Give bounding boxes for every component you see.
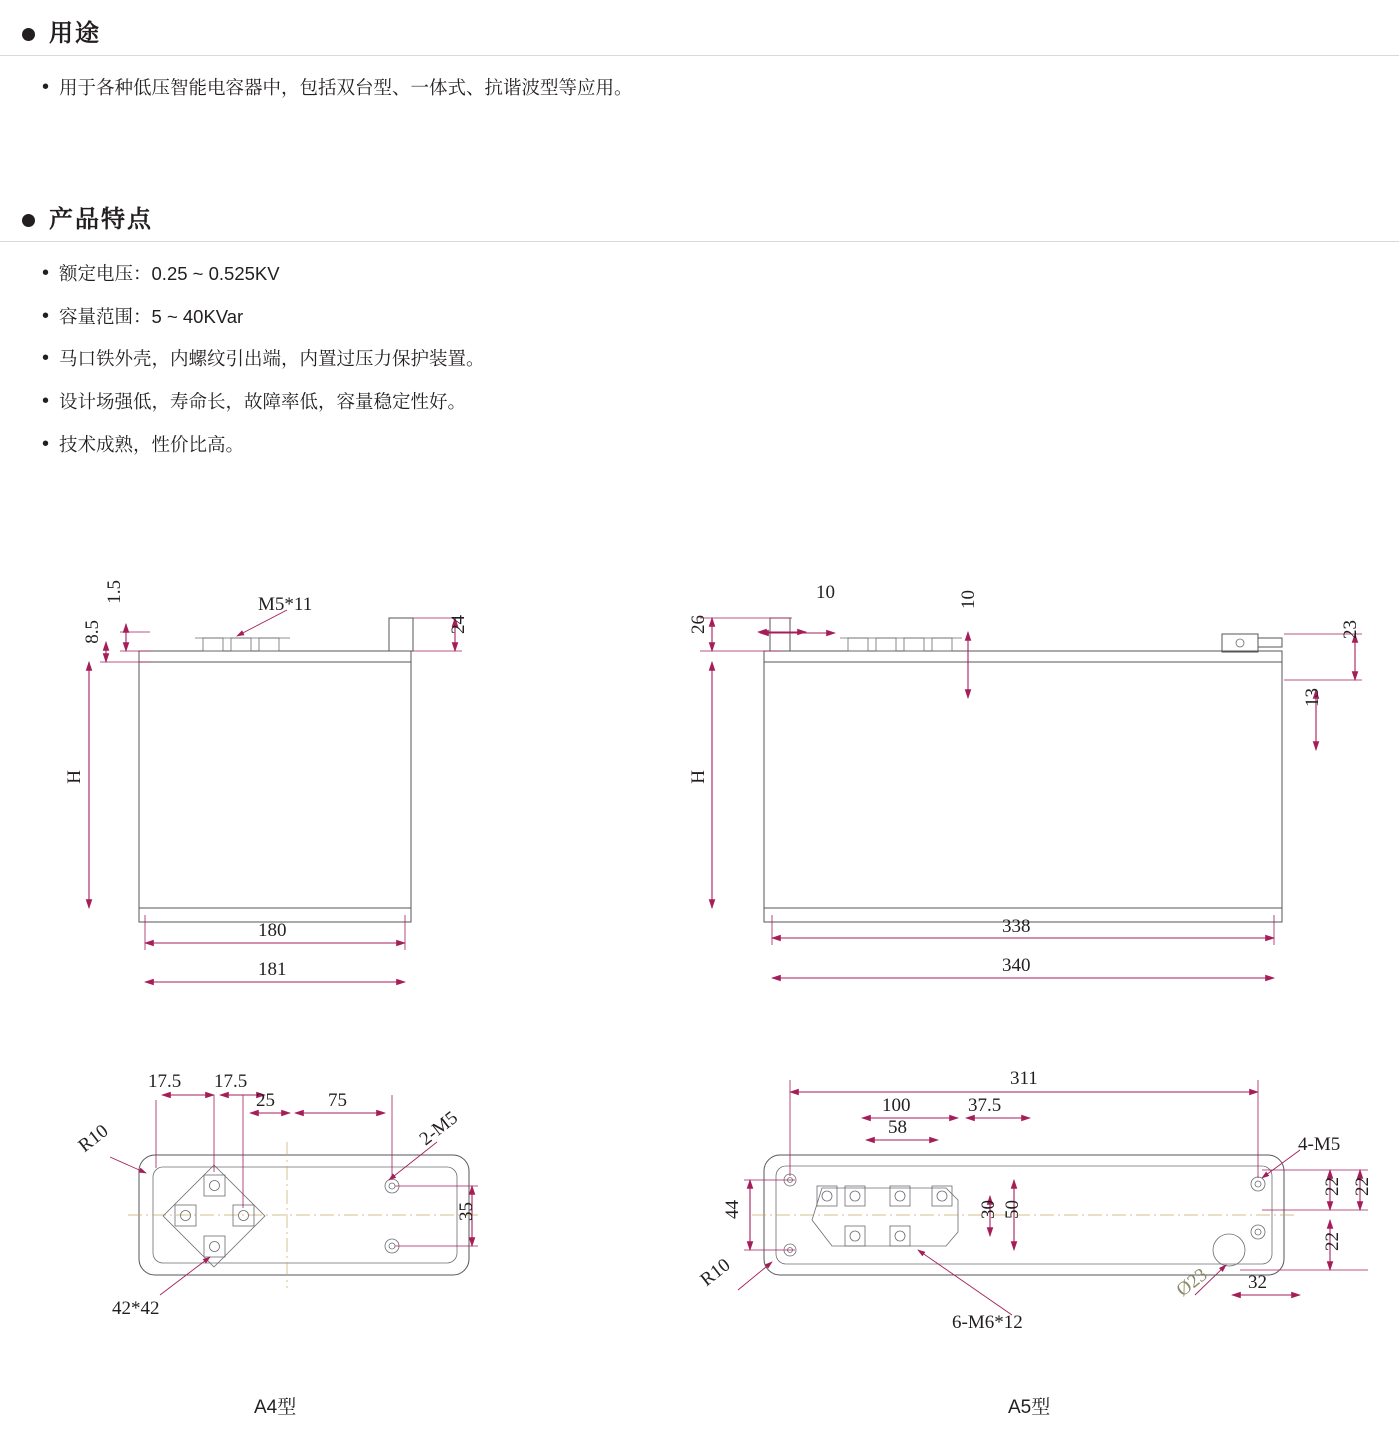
a4-dim-35: 35: [456, 1202, 477, 1221]
section-features-title: 产品特点: [49, 206, 153, 233]
a4-dim-8_5: 8.5: [82, 620, 103, 644]
list-bullet-icon: •: [42, 304, 50, 327]
section-usage-header: [0, 22, 1399, 56]
list-item-text: 设计场强低，寿命长，故障率低，容量稳定性好。: [59, 391, 467, 413]
technical-drawings: [0, 520, 1399, 1449]
list-item-text: 用于各种低压智能电容器中，包括双台型、一体式、抗谐波型等应用。: [59, 77, 633, 98]
a5-dim-37_5: 37.5: [968, 1095, 1002, 1116]
a4-dim-24: 24: [448, 615, 469, 634]
a5-dim-340: 340: [1002, 955, 1031, 976]
a5-dim-r10: R10: [696, 1254, 735, 1291]
a5-dim-311: 311: [1010, 1068, 1038, 1089]
a5-dim-338: 338: [1002, 916, 1031, 937]
bullet-marker-icon: [22, 214, 35, 227]
a5-dim-58: 58: [888, 1117, 907, 1138]
list-bullet-icon: •: [42, 432, 50, 455]
a5-dim-H: H: [688, 770, 709, 784]
a4-label-pad: 42*42: [112, 1298, 160, 1319]
list-item: [42, 345, 1399, 374]
a4-dim-75: 75: [328, 1090, 347, 1111]
a5-dim-50: 50: [1002, 1200, 1023, 1219]
section-features: [0, 208, 1399, 473]
list-item: [42, 260, 1399, 289]
a5-label-holes4: 4-M5: [1298, 1134, 1341, 1155]
a5-dim-30: 30: [978, 1200, 999, 1219]
a5-dim-22-c: 22: [1322, 1232, 1343, 1251]
a4-dim-181: 181: [258, 959, 287, 980]
list-item-text: 容量范围：5 ~ 40KVar: [59, 305, 244, 327]
section-features-list: [0, 260, 1399, 459]
list-item: [42, 74, 1399, 103]
list-item: [42, 303, 1399, 332]
a4-dim-25: 25: [256, 1090, 275, 1111]
list-bullet-icon: •: [42, 390, 50, 413]
list-bullet-icon: •: [42, 262, 50, 284]
a5-dim-44: 44: [722, 1200, 743, 1219]
a5-dim-22-b: 22: [1352, 1177, 1373, 1196]
list-bullet-icon: •: [42, 76, 50, 98]
a4-label-holes: 2-M5: [415, 1107, 462, 1150]
a5-dim-32: 32: [1248, 1272, 1267, 1293]
list-item-text: 马口铁外壳，内螺纹引出端，内置过压力保护装置。: [59, 348, 485, 370]
a5-dim-22-a: 22: [1322, 1177, 1343, 1196]
drawings-svg: [0, 520, 1399, 1449]
section-usage: [0, 22, 1399, 117]
a4-caption: A4型: [254, 1397, 297, 1418]
bullet-marker-icon: [22, 28, 35, 41]
a5-dim-26: 26: [688, 615, 709, 634]
a5-dim-10-a: 10: [816, 582, 835, 603]
section-usage-list: [0, 74, 1399, 103]
list-item-text: 技术成熟，性价比高。: [59, 433, 245, 455]
list-item-text: 额定电压：0.25 ~ 0.525KV: [59, 263, 280, 284]
a5-dim-23: 23: [1340, 620, 1361, 639]
list-bullet-icon: •: [42, 347, 50, 370]
a5-caption: A5型: [1008, 1397, 1051, 1418]
a4-dim-H: H: [64, 770, 85, 784]
a5-dim-100: 100: [882, 1095, 911, 1116]
a4-label-thread: M5*11: [258, 594, 313, 615]
section-usage-title: 用途: [49, 20, 101, 47]
a4-dim-r10: R10: [74, 1120, 113, 1157]
a4-dim-180: 180: [258, 920, 287, 941]
section-features-header: [0, 208, 1399, 242]
list-item: [42, 431, 1399, 460]
a4-dim-17_5-b: 17.5: [214, 1071, 248, 1092]
a5-dim-10-b: 10: [958, 590, 979, 609]
a4-dim-17_5-a: 17.5: [148, 1071, 182, 1092]
a5-dim-13: 13: [1302, 688, 1323, 707]
a4-dim-1_5: 1.5: [104, 580, 125, 604]
list-item: [42, 388, 1399, 417]
a5-dim-dia23: Ø23: [1172, 1264, 1212, 1301]
a5-label-holes6: 6-M6*12: [952, 1312, 1023, 1333]
